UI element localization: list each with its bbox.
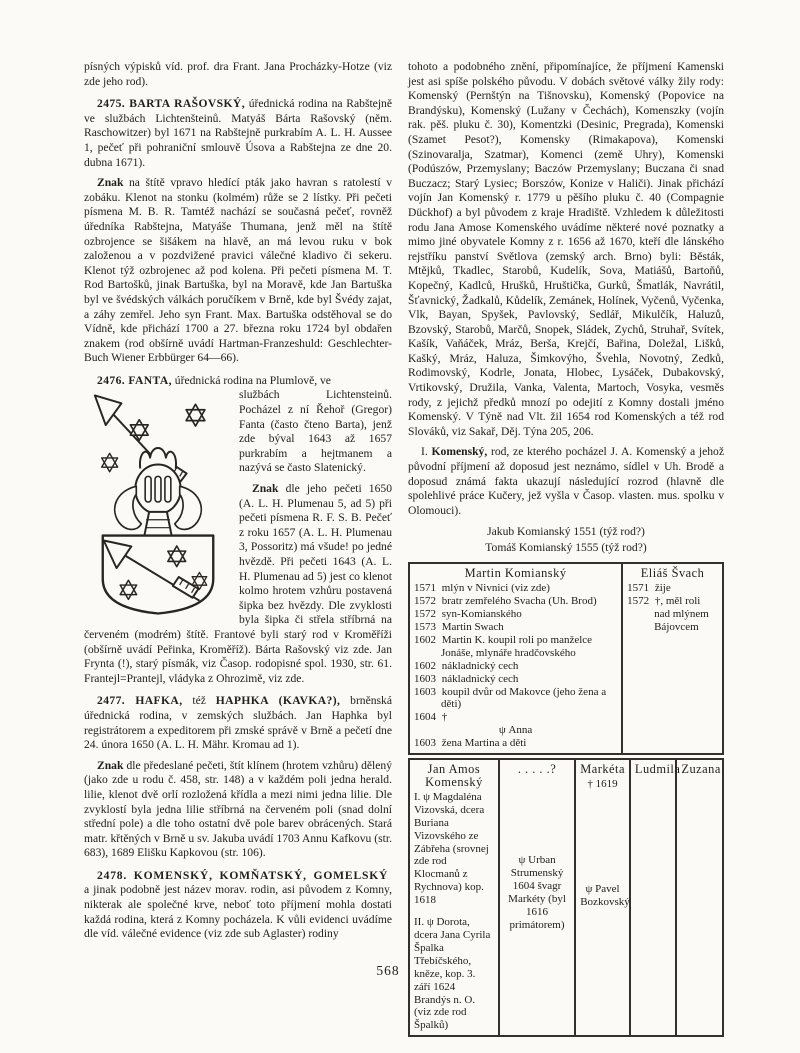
entry-2478-body: a jinak podobně jest název morav. rodin, asi původem z Komny, nikterak ale společné krve, neboť toto příjmení mohla dostati každá rodina, která z Komny pocházela. K vůli evidenci uvádíme dle víd. válečné evidence (viz zde sub Aglaster) rodiny xyxy=(84,883,392,941)
entry-2477 xyxy=(84,694,392,752)
cell-zuzana xyxy=(676,759,723,1036)
table-row: 1602 Martin K. koupil roli po manželce Jonáše, mlynáře hradčovského xyxy=(414,633,593,659)
table-row: 1571 mlýn v Nivnici (viz zde) xyxy=(414,582,550,595)
cell-elias-svach xyxy=(622,563,723,754)
znak-lead: Znak xyxy=(252,482,279,496)
genealogy-line-jakub: Jakub Komianský 1551 (týž rod?) xyxy=(487,525,645,539)
pavel-bozkovsky-note: ψ Pavel Bozkovský xyxy=(580,882,630,908)
entry-2475-heading: 2475. BARTA RAŠOVSKÝ, xyxy=(97,97,245,111)
entry-2475-body: úřednická rodina na Rabštejně ve službách Lichtenšteinů. Matyáš Bárta Rašovský (něm. Raschowitzer) byl 1671 na Rabštejně purkrabím A. L. H. Aussee 1, pečeť při pohraniční smlouvě Úsova a Rabštejna ze dne 20. dubna 1671). xyxy=(84,97,392,169)
znak-lead: Znak xyxy=(97,758,124,772)
elias-rows xyxy=(627,582,718,634)
entry-2477-heading: 2477. HAFKA, xyxy=(97,694,183,708)
page-number: 568 xyxy=(376,963,400,978)
table-header-jan-amos: Jan Amos Komenský xyxy=(425,762,483,789)
table-row: 1604 † xyxy=(414,711,448,724)
continuation-paragraph-right: tohoto a podobného znění, připomínajíce, že příjmení Kamenski jest asi spíše polského původu. V dobách světové války žily rody: Komenský (Pernštýn na Tišnovsku), Komenský (Popovice na Brandýsku), Komenský (Lužany v Čechách), Komenszky (vojín rak. pěš. pluku č. 30), Komentzki (Desinic, Pregrada), Komenski (Szamet Pesot?), Komensky (Rimakapova), Komenski (Szinovaralja, Szatmar), Komenci (země Uhry), Komenski (Podúszów, Przemyslany; Baczów Przemyslany; Buczana či snad Buczacz; Starý Lysiec; Borszów, Konize v Haliči). Jinak přichází vojín Jan Komenský r. 1779 u pěšího pluku č. 40 (Compagnie Dückhof) a byl původem z kraje Hradiště. Vzhledem k důležitosti rodu Jana Amose Komenského uvádíme některé nové poznatky a mimo jiné obyvatele Komny z r. 1656 až 1670, kteří dle lánského rejstříku panství Světlova (zemský arch. Brno) byli: Běsták, Mtějků, Tkadlec, Starobů, Kudelík, Sova, Matiášů, Bartoňů, Kopečný, Kadlců, Hrušků, Hruštička, Gurků, Šmatlák, Navrátil, Šťavnický, Žadkalů, Kůdelík, Zemánek, Holínek, Vyčenů, Vyčenka, Vlk, Bayan, Spyšek, Pavlovský, Sedlář, Mikulčík, Haluzů, Bzovský, Starobů, Marčů, Snopek, Sládek, Zychů, Struhař, Svítek, Kašík, Vaňáček, Mráz, Berša, Krejčí, Bařina, Doležal, Lišků, Kašký, Mráz, Haluza, Šimkovýho, Švehla, Novotný, Zedků, Rodimovský, Kodrle, Jonata, Hlobec, Lysáček, Dubakovský, Vrtikovský, Družila, Vanka, Valenta, Martoch, Vosyka, vesměs rody, z jejichž předků mnozí po odejití z Komny dostali jméno Komenský. V Týně nad Vlt. žil 1654 rod Komenských a též rod Slováků, viz Sakař, Děj. Týna 205, 206. xyxy=(408,60,724,438)
entry-2475 xyxy=(84,97,392,170)
section-komensky-i xyxy=(408,445,724,518)
jan-amos-marriage-2: II. ψ Dorota, dcera Jana Cyrila Špalka Třebíčského, kněze, kop. 3. září 1624 Brandýs n. O. (viz zde rod Špalků) xyxy=(414,916,491,1032)
cell-martin-komiansky xyxy=(409,563,622,754)
znak-lead: Znak xyxy=(97,176,124,190)
martin-rows xyxy=(414,582,617,724)
genealogy-line-tomas: Tomáš Komianský 1555 (týž rod?) xyxy=(485,540,647,554)
table-row: 1602 nákladnický cech xyxy=(414,659,519,672)
entry-2476-body: službách Lichtensteinů. Pocházel z ní Řehoř (Gregor) Fanta (často čteno Barta), jenž zde býval 1643 až 1657 purkrabím a hejtmanem a nazývá se často Slatenický. xyxy=(239,388,392,475)
table-row-last: 1603 žena Martina a děti xyxy=(414,737,527,750)
section-name: Komenský, xyxy=(431,445,488,459)
coat-of-arms-drawing xyxy=(84,391,232,615)
cell-unknown-daughter xyxy=(499,759,575,1036)
entry-2475-znak xyxy=(84,176,392,366)
coat-of-arms-illustration xyxy=(84,391,232,615)
jan-amos-marriage-1: I. ψ Magdaléna Vizovská, dcera Buriana Vizovského ze Zábřeha (srovnej zde rod Klocmanů z Rychnova) kop. 1618 xyxy=(414,790,489,907)
table-header-ludmila: Ludmila xyxy=(634,762,681,777)
table-header-marketa: Markéta xyxy=(580,762,625,777)
table-header-martin: Martin Komianský xyxy=(464,566,567,581)
continuation-paragraph: písných výpisků víd. prof. dra Frant. Jana Procházky-Hotze (viz zde jeho rod). xyxy=(84,60,392,88)
entry-2477-body: brněnská úřednická rodina, v zemských službách. Jan Haphka byl registrátorem a expeditorem při zmské správě v Brně a pečetí dne 24. února 1650 (A. L. H. Mähr. Kromau ad 1). xyxy=(84,694,392,752)
table-header-unknown: . . . . .? xyxy=(517,762,557,777)
entry-2476 xyxy=(84,374,392,686)
anna-line: ψ Anna xyxy=(498,724,533,737)
section-number: I. xyxy=(421,445,432,459)
entry-2476-body-line1: úřednická rodina na Plumlově, ve xyxy=(171,373,331,387)
entry-2477-znak xyxy=(84,759,392,861)
table-row: 1572 bratr zemřelého Svacha (Uh. Brod) xyxy=(414,595,597,608)
table-row: 1603 nákladnický cech xyxy=(414,672,519,685)
entry-2478-heading: 2478. KOMENSKÝ, KOMŇATSKÝ, GOMELSKÝ xyxy=(97,868,389,882)
table-row: 1573 Martin Swach xyxy=(414,621,504,634)
genealogy-table-martin xyxy=(408,562,724,755)
cell-jan-amos xyxy=(409,759,499,1036)
shield xyxy=(103,536,214,614)
helmet xyxy=(115,448,202,545)
genealogy-table-children xyxy=(408,758,724,1037)
table-row: 1572 syn-Komianského xyxy=(414,608,522,621)
entry-2476-heading: 2476. FANTA, xyxy=(97,373,172,387)
left-column xyxy=(84,60,392,1037)
table-row: 1571 žije xyxy=(627,582,671,595)
entry-2477-znak-body: dle předeslané pečeti, štít klínem (hrotem vzhůru) dělený (jako zde u rodu č. 458, str. 148) a v každém poli jedna herald. lilie, klenot dvě orlí rozložená křídla a mezi nimi jedna lilie. Dle zvyklostí byla jedna lilie stříbrná na červeném poli (snad dolní střední pole) a dle toho ostatní dvě pole barev obrácených. Stará matr. křtěných v Brně u sv. Jakuba uvádí 1703 Annu Kafkovu (str. 683), 1689 Elišku Kapkovou (str. 106). xyxy=(84,758,392,860)
table-header-elias: Eliáš Švach xyxy=(640,566,705,581)
table-row: 1603 koupil dvůr od Makovce (jeho žena a děti) xyxy=(414,685,607,711)
table-row: 1572 †, měl roli nad mlýnem Bájovcem xyxy=(627,595,709,634)
entry-2475-znak-body: na štítě vpravo hledící pták jako havran s ratolestí v zobáku. Klenot na stonku (kolmém) růže se 2 lístky. Při pečeti písmena M. B. R. Tamtéž nachází se současná pečeť, rovněž úředníka Rabštejna, Matyáše Thumana, jenž měl na štítě ozbrojence se šišákem na hlavě, an má levou ruku v bok založenou a v pozdvižené pravici válečné kladivo či sekeru. Klenot týž ozbrojenec až pod kolena. Při pečeti písmena M. T. Rod Bartošků, jinak Bartuška, byl na Moravě, kde Jan Bartuška byl ve švédských válkách poručíkem v Brně, kde byl Švédy zajat, a záhy zemřel. Jeho syn Frant. Max. Bartuška odstěhoval se do Vídně, kde přichází 1700 a 27. března roku 1724 byl obdařen znakem (rod obšírně uvádí Hartman-Franzeshuld: Geschlechter-Buch Wiener Erbbürger 64—66). xyxy=(84,176,392,365)
marketa-death: † 1619 xyxy=(587,778,618,790)
cell-marketa xyxy=(575,759,630,1036)
right-column xyxy=(408,60,724,1037)
entry-2476-heading-line xyxy=(84,374,392,389)
urban-strumensky-note: ψ Urban Strumenský 1604 švagr Markéty (byl 1616 primátorem) xyxy=(508,854,566,931)
cell-ludmila xyxy=(630,759,681,1036)
section-body: rod, ze kterého pocházel J. A. Komenský a jehož původní příjmení až doposud jest neznámo, sídlel v Uh. Brodě a doposud známá fakta ukazují následující rozrod (hlavně dle spolehlivé práce Kučery, jež vyšla v Časop. vlasten. mus. spolku v Olomouci). xyxy=(408,445,724,517)
entry-2477-mid: též xyxy=(182,694,216,708)
entry-2476-znak-body: dle jeho pečeti 1650 (A. L. H. Plumenau 5, ad 5) při pečeti písmena R. F. S. B. Pečeť z roku 1657 (A. L. H. Plumenau 3, Possoritz) má všude! po jedné hvězdě. Při pečeti 1643 (A. L. H. Plumenau ad 5) jest co klenot kolmo hrotem vzhůru postavená šipka bez hvězdy. Dle zvyklosti byla šipka či střela stříbrná na červeném (modrém) štítě. Frantové byli starý rod v Kroměříži (obšírně uvádí Peřinka, Kroměříž). Bárta Rašovský viz zde. Jan Frynta (!), starý písmák, viz Časop. rodopisné spol. 1930, str. 61. Frantejl=Prantejl, vládyka z Ohrozimě, viz zde. xyxy=(84,482,392,685)
entry-2477-heading-2: HAPHKA (KAVKA?), xyxy=(215,694,341,708)
table-header-zuzana: Zuzana xyxy=(681,762,721,777)
